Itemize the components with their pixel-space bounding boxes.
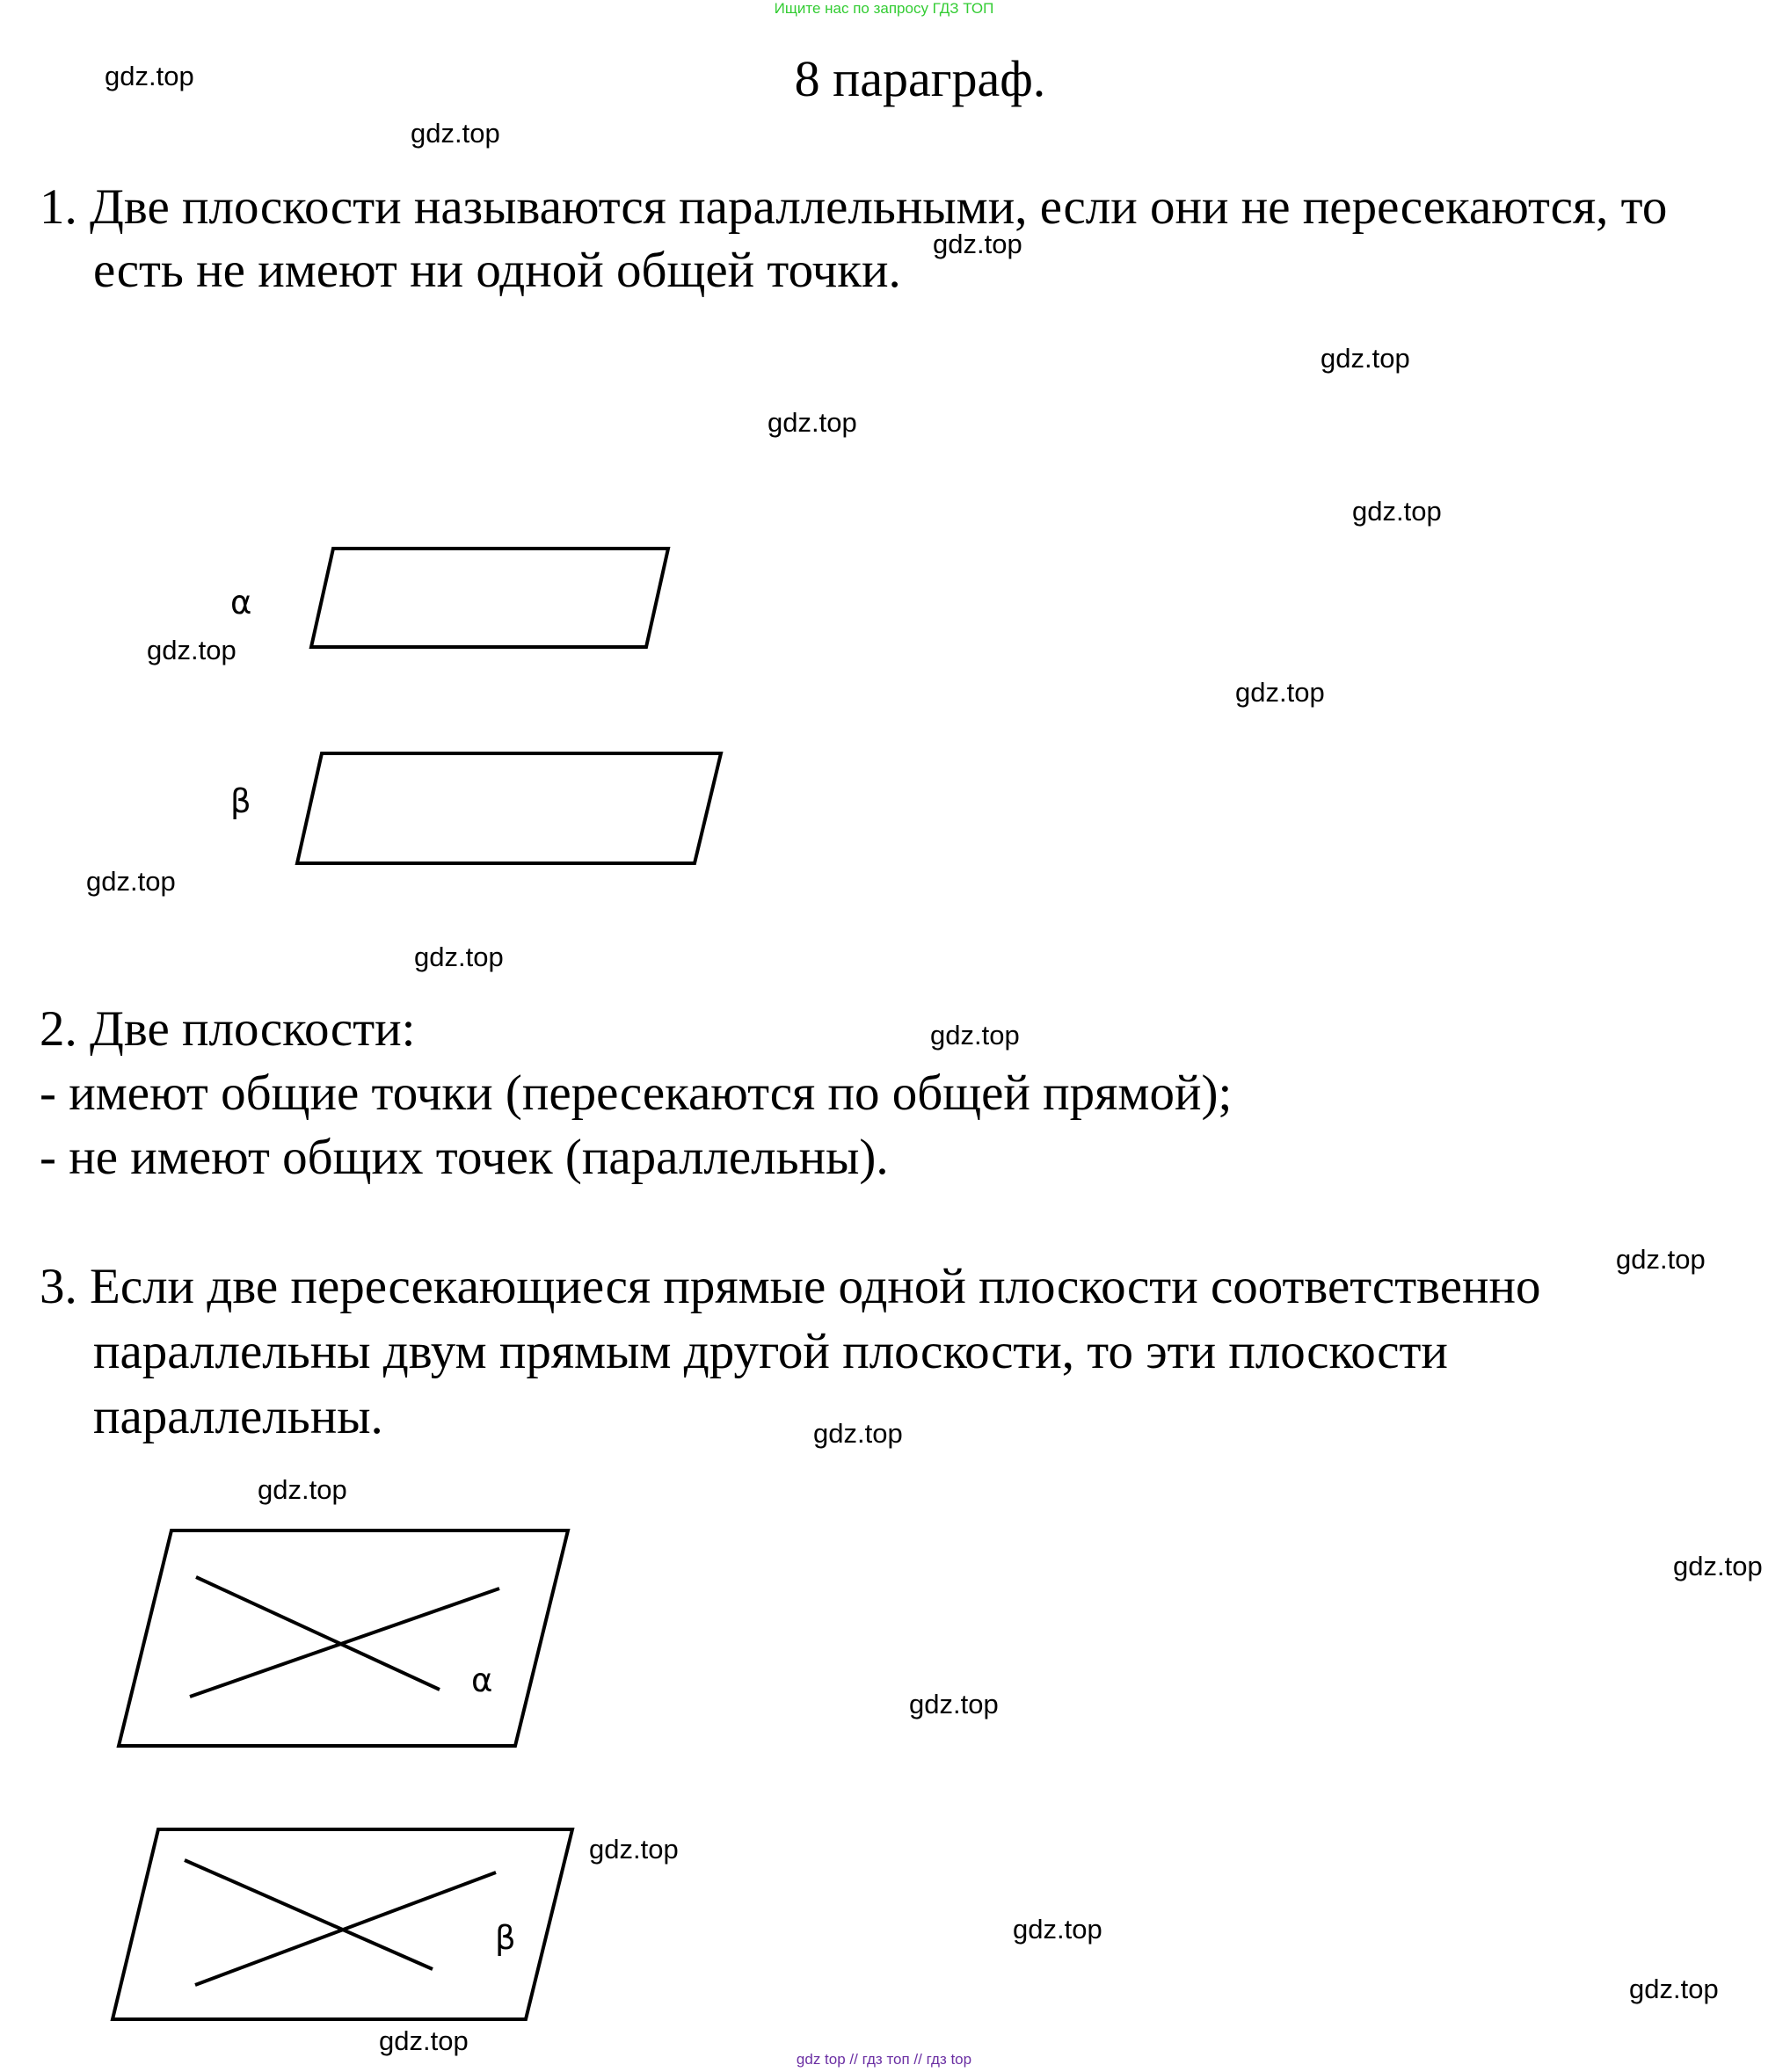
watermark: gdz.top [379,2025,469,2056]
watermark: gdz.top [1013,1914,1102,1945]
page-title: 8 параграф. [794,50,1046,107]
watermark: gdz.top [1352,496,1442,527]
section2-line3: - не имеют общих точек (параллельны). [40,1130,889,1185]
section1-line1: 1. Две плоскости называются параллельными, если они не пересекаются, то [40,179,1668,235]
figure2-label-beta: β [495,1919,516,1957]
figure2-plane-alpha [119,1530,568,1746]
watermark: gdz.top [909,1689,999,1719]
watermark: gdz.top [1673,1551,1763,1581]
watermark: gdz.top [1616,1244,1706,1275]
figure2-beta-line-1 [185,1860,433,1969]
figure1-label-beta: β [230,782,251,820]
section3-line2: параллельны двум прямым другой плоскости, то эти плоскости [93,1324,1448,1379]
figure2-beta-line-2 [195,1872,496,1985]
watermark: gdz.top [105,61,194,91]
figure2-alpha-line-2 [190,1589,499,1697]
watermark: gdz.top [589,1834,679,1865]
watermark: gdz.top [768,407,857,438]
watermark: gdz.top [147,635,236,665]
figure2-label-alpha: α [471,1661,493,1699]
watermark: gdz.top [1321,343,1410,374]
section2-line1: 2. Две плоскости: [40,1001,416,1057]
figure1-label-alpha: α [230,584,252,622]
figure1-plane-beta [297,753,721,863]
watermark: gdz.top [258,1474,347,1505]
figure2-alpha-line-1 [196,1577,440,1690]
watermark: gdz.top [1235,677,1325,708]
top-banner: Ищите нас по запросу ГДЗ ТОП [774,0,994,17]
section3-line1: 3. Если две пересекающиеся прямые одной плоскости соответственно [40,1259,1541,1314]
watermark: gdz.top [930,1020,1020,1051]
footer: gdz top // гдз топ // гдз top [796,2051,972,2068]
section1-line2: есть не имеют ни одной общей точки. [93,243,901,298]
figure1-plane-alpha [311,549,668,647]
watermark: gdz.top [86,866,176,897]
watermark: gdz.top [411,118,500,149]
section2-line2: - имеют общие точки (пересекаются по общей прямой); [40,1065,1233,1121]
watermark: gdz.top [1629,1974,1719,2004]
watermark: gdz.top [414,941,504,972]
watermark: gdz.top [813,1418,903,1449]
watermark: gdz.top [933,229,1022,259]
section3-line3: параллельны. [93,1389,383,1444]
